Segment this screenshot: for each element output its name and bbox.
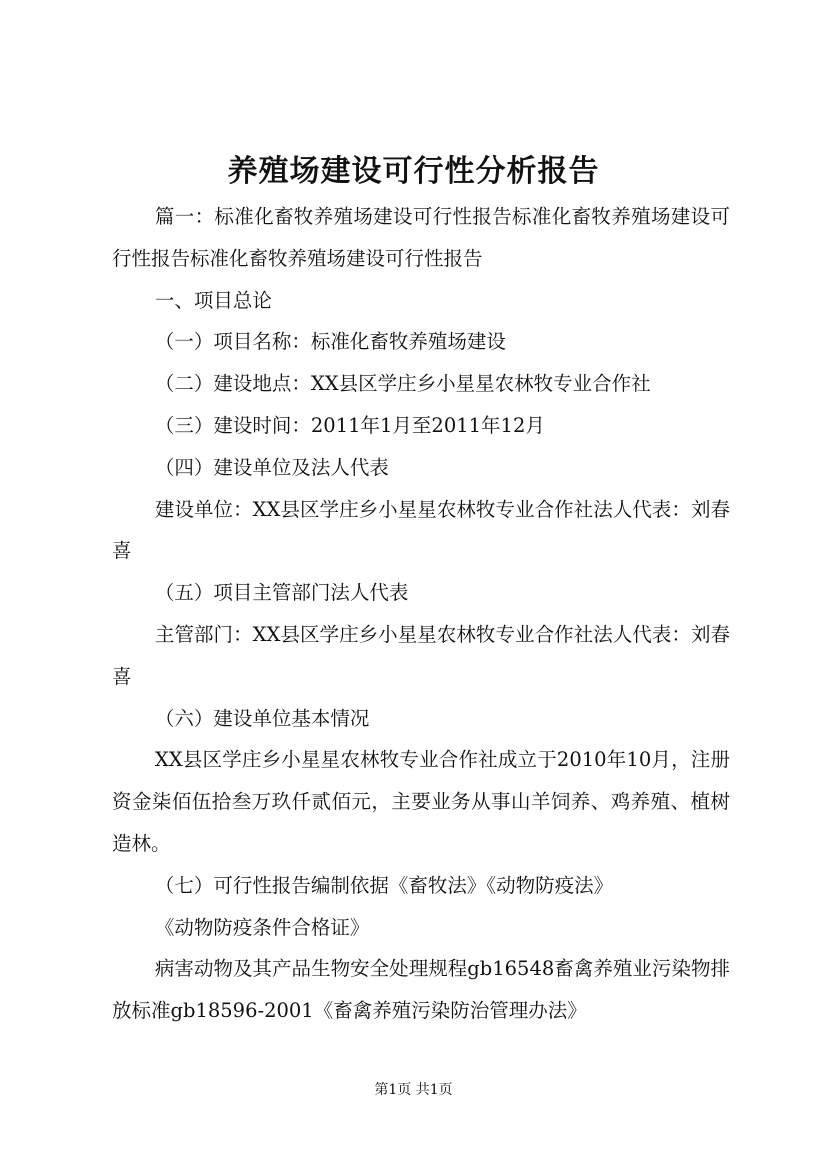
paragraph: （三）建设时间：2011年1月至2011年12月 [154,413,545,437]
paragraph: （四）建设单位及法人代表 [154,455,389,479]
paragraph: 一、项目总论 [154,288,272,312]
document-body [112,196,730,1032]
paragraph: 病害动物及其产品生物安全处理规程gb16548畜禽养殖业污染物排放标准gb18596-2001《畜禽养殖污染防治管理办法》 [112,957,730,1023]
paragraph: XX县区学庄乡小星星农林牧专业合作社成立于2010年10月，注册资金柒佰伍拾叁万玖仟贰佰元，主要业务从事山羊饲养、鸡养殖、植树造林。 [112,748,730,855]
paragraph: 篇一：标准化畜牧养殖场建设可行性报告标准化畜牧养殖场建设可行性报告标准化畜牧养殖场建设可行性报告 [112,205,730,270]
paragraph: （七）可行性报告编制依据《畜牧法》《动物防疫法》 [154,873,614,897]
paragraph: （六）建设单位基本情况 [154,706,370,730]
document-title: 养殖场建设可行性分析报告 [227,154,600,189]
paragraph: 《动物防疫条件合格证》 [154,915,370,939]
paragraph: （五）项目主管部门法人代表 [154,581,409,605]
page-footer: 第1页 共1页 [374,1082,453,1098]
paragraph: （二）建设地点：XX县区学庄乡小星星农林牧专业合作社 [154,372,651,396]
paragraph: 建设单位：XX县区学庄乡小星星农林牧专业合作社法人代表：刘春喜 [112,497,730,563]
paragraph: （一）项目名称：标准化畜牧养殖场建设 [154,330,506,354]
paragraph: 主管部门：XX县区学庄乡小星星农林牧专业合作社法人代表：刘春喜 [112,622,730,688]
